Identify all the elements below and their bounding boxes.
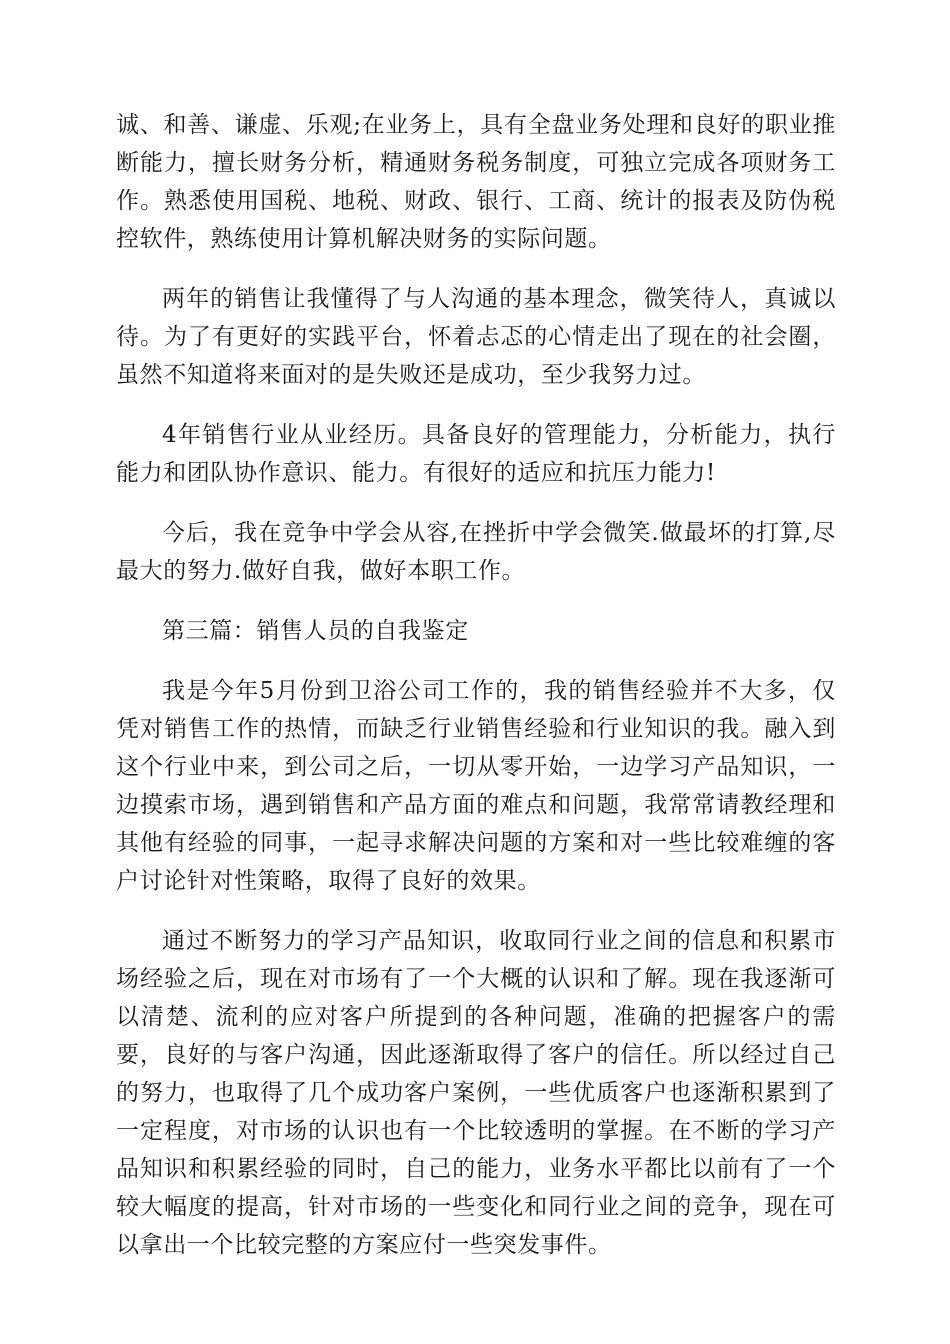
paragraph-sales-experience: 两年的销售让我懂得了与人沟通的基本理念，微笑待人，真诚以待。为了有更好的实践平台，怀着忐忑的心情走出了现在的社会圈，虽然不知道将来面对的是失败还是成功，至少我努力过。 [116,286,836,388]
paragraph-continuation: 诚、和善、谦虚、乐观;在业务上，具有全盘业务处理和良好的职业推断能力，擅长财务分析，精通财务税务制度，可独立完成各项财务工作。熟悉使用国税、地税、财政、银行、工商、统计的报表及防伪税控软件，熟练使用计算机解决财务的实际问题。 [116,112,836,252]
paragraph-section-progress: 通过不断努力的学习产品知识，收取同行业之间的信息和积累市场经验之后，现在对市场有了一个大概的认识和了解。现在我逐渐可以清楚、流利的应对客户所提到的各种问题，准确的把握客户的需要，良好的与客户沟通，因此逐渐取得了客户的信任。所以经过自己的努力，也取得了几个成功客户案例，一些优质客户也逐渐积累到了一定程度，对市场的认识也有一个比较透明的掌握。在不断的学习产品知识和积累经验的同时，自己的能力，业务水平都比以前有了一个较大幅度的提高，针对市场的一些变化和同行业之间的竞争，现在可以拿出一个比较完整的方案应付一些突发事件。 [116,928,836,1258]
document-body [116,106,836,1286]
paragraph-section-intro: 我是今年5月份到卫浴公司工作的，我的销售经验并不大多，仅凭对销售工作的热情，而缺乏行业销售经验和行业知识的我。融入到这个行业中来，到公司之后，一切从零开始，一边学习产品知识，一边摸索市场，遇到销售和产品方面的难点和问题，我常常请教经理和其他有经验的同事，一起寻求解决问题的方案和对一些比较难缠的客户讨论针对性策略，取得了良好的效果。 [116,678,836,894]
paragraph-work-history: 4年销售行业从业经历。具备良好的管理能力，分析能力，执行能力和团队协作意识、能力。有很好的适应和抗压力能力! [116,422,836,486]
paragraph-future-plan: 今后，我在竞争中学会从容,在挫折中学会微笑.做最坏的打算,尽最大的努力.做好自我，做好本职工作。 [116,520,836,584]
section-title: 第三篇：销售人员的自我鉴定 [162,618,469,644]
